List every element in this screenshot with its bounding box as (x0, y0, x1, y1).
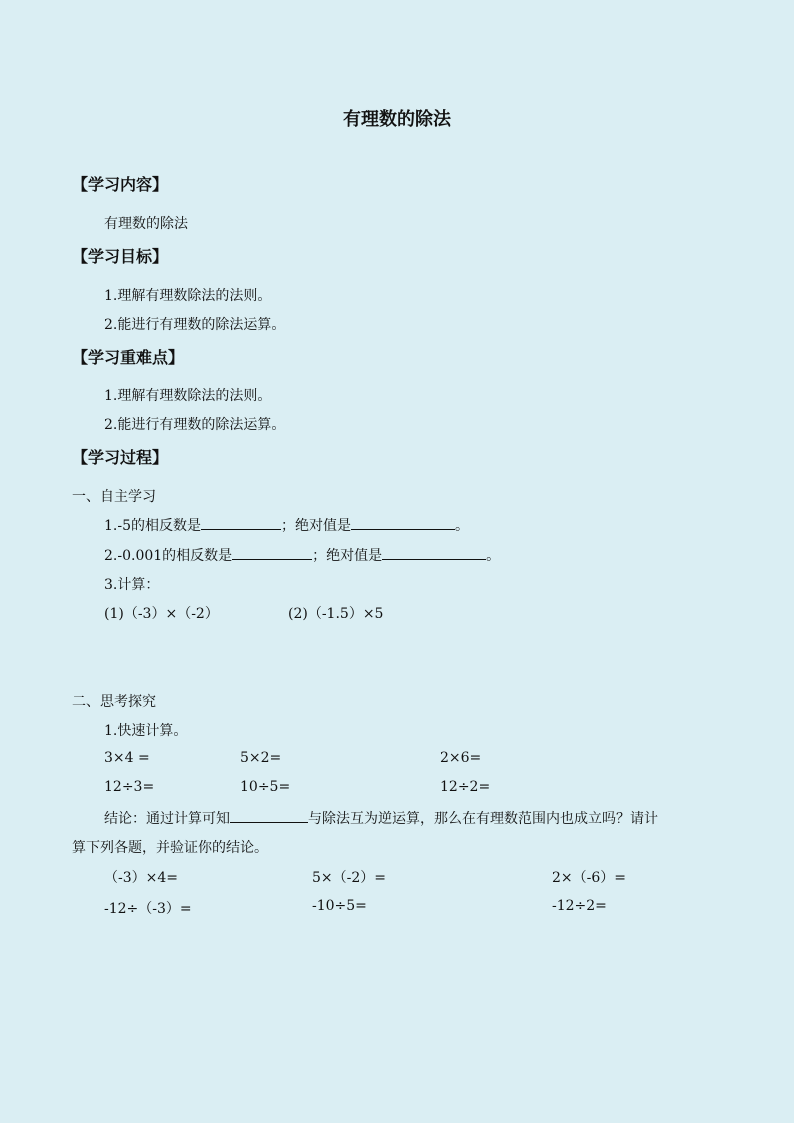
answer-blank[interactable] (232, 545, 312, 560)
exercise-r3-c2: 5×（-2）= (312, 870, 387, 886)
calc-item-1: (1)（-3）×（-2） (104, 606, 219, 622)
exercise-r2-c2: 10÷5= (240, 779, 291, 795)
goal-item-1: 1.理解有理数除法的法则。 (104, 288, 272, 304)
heading-key-points: 【学习重难点】 (72, 348, 185, 367)
q1-text-a: 1.-5的相反数是 (104, 518, 201, 534)
part2-question-1: 1.快速计算。 (104, 723, 188, 739)
key-point-item-1: 1.理解有理数除法的法则。 (104, 388, 272, 404)
key-point-item-2: 2.能进行有理数的除法运算。 (104, 417, 286, 433)
conclusion-text-b: 与除法互为逆运算，那么在有理数范围内也成立吗？请计 (308, 811, 658, 827)
exercise-r1-c1: 3×4 = (104, 750, 150, 766)
heading-content: 【学习内容】 (72, 175, 169, 194)
answer-blank[interactable] (230, 808, 308, 823)
q1-text-b: ；绝对值是 (281, 518, 351, 534)
heading-process: 【学习过程】 (72, 448, 169, 467)
page-title: 有理数的除法 (343, 109, 451, 130)
part1-question-2 (104, 545, 500, 565)
part2-title: 二、思考探究 (72, 694, 156, 710)
exercise-r2-c3: 12÷2= (440, 779, 491, 795)
answer-blank[interactable] (382, 545, 486, 560)
calc-item-2: (2)（-1.5）×5 (288, 606, 384, 622)
part1-question-3: 3.计算： (104, 577, 160, 593)
exercise-r4-c2: -10÷5= (312, 898, 367, 914)
conclusion-text-a: 结论：通过计算可知 (104, 811, 230, 827)
exercise-r3-c3: 2×（-6）= (552, 870, 627, 886)
q2-text-c: 。 (486, 548, 501, 564)
goal-item-2: 2.能进行有理数的除法运算。 (104, 317, 286, 333)
part1-title: 一、自主学习 (72, 489, 156, 505)
conclusion-line-1 (104, 808, 658, 828)
exercise-r1-c2: 5×2= (240, 750, 282, 766)
exercise-r2-c1: 12÷3= (104, 779, 155, 795)
part1-question-1 (104, 515, 469, 535)
heading-goals: 【学习目标】 (72, 247, 169, 266)
exercise-r4-c3: -12÷2= (552, 898, 607, 914)
q2-text-b: ；绝对值是 (312, 548, 383, 564)
conclusion-line-2: 算下列各题，并验证你的结论。 (72, 840, 268, 856)
content-text: 有理数的除法 (104, 216, 188, 232)
exercise-r3-c1: （-3）×4= (104, 870, 179, 886)
q2-text-a: 2.-0.001的相反数是 (104, 548, 233, 564)
answer-blank[interactable] (201, 515, 281, 530)
q1-text-c: 。 (455, 518, 469, 534)
exercise-r1-c3: 2×6= (440, 750, 482, 766)
answer-blank[interactable] (351, 515, 455, 530)
exercise-r4-c1: -12÷（-3）= (104, 901, 192, 917)
